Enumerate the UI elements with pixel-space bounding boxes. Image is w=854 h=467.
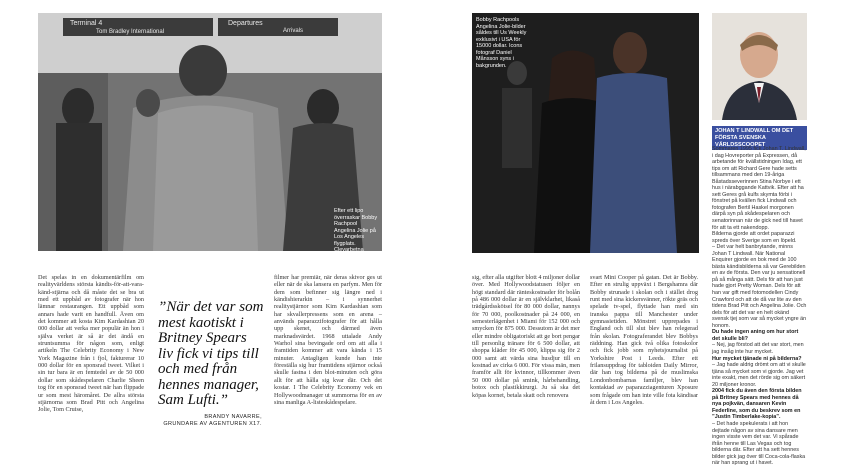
photo-airport <box>38 13 382 273</box>
pull-quote-byline <box>158 414 262 428</box>
sidebar-question: 2004 fick du även den första bilden på Britney Spears med hennes då nya pojkvän, dansaren Kevin Federline, som du beskrev som en ”Justin Timberlake-kopia”. <box>712 388 802 421</box>
sidebar-question: Hur mycket tjänade ni på bilderna? <box>712 355 802 362</box>
sidebar-paragraph: Bilderna gjorde att ordet paparazzi spreds över Sverige som en löpeld. <box>712 231 797 244</box>
photo-celebrity <box>472 13 699 253</box>
photo-right-caption: Bobby Rachpools Angelina Jolie-bilder såldes till Us Weekly exklusivt i USA för 15000 dollar. Icons fotograf Daniel Månsson syns i bakgrunden. <box>476 17 527 69</box>
sidebar-paragraph: – Det hade spekulerats i att hon dejtade någon av sina dansare men ingen visste vem det var. Vi spårade ifrån henne till Las Vegas och tog bilderna där. Efter att ha sett hennes bilder gick jag över till Coca-cola-flaska när han sprang ut i havet. <box>712 420 806 467</box>
article-column-4 <box>472 274 580 438</box>
sidebar-heading: JOHAN T LINDWALL OM DET FÖRSTA SVENSKA VÄRLDSSCOOPET <box>712 126 807 150</box>
portrait-image <box>712 13 807 120</box>
sign-text-terminal: Terminal 4 <box>70 20 103 27</box>
byline-name: BRANDY NAVARRE, <box>204 414 262 420</box>
article-paragraph: Det spelas in en dokumentärfilm om realityvärldens största kändis-för-att-vara-känd-stjärna och då måste det se bra ut med ett uppbåd av fotografer när hon lämnar restaurangen. Ett uppbåd som annars hade varit en handfull. Även om det kommer att kosta Kim Kardashian 20 000 dollar att verka mer populär än hon i själva verket är så är det ändå en struntsumma för någon som, enligt artikeln The Celebrity Economy i New York Magazine från i fjol, fakturerar 10 000 dollar för en sponsrad tweet. Vilket i sin tur bara är en femtedel av de 50 000 dollar som skådespelaren Charlie Sheen tog för en sponsrad tweet när han flippade ur som mest häromåret. De allra största stjärnorna som Brad Pitt och Angelina Jolie, Tom Cruise, <box>38 274 144 414</box>
sidebar-paragraph: – Det var helt banbrytande, minns Johan T Lindwall. När National Enquirer gjorde en bok med de 100 bästa kändisbilderna så var Gerebilden en av de första. Den var ju sensationell på så många sätt. Dels för att han just hade gjort Pretty Woman. Dels för att han var gift med fotomodellen Cindy Crawford och att de då var lite av den tidens Brad Pitt och Angelina Jolie. Och dels för att det var en helt okänd svensk tjej som var så mycket yngre än honom. <box>712 244 807 329</box>
sign-text-departures: Departures <box>228 20 263 27</box>
airport-scene-image <box>38 13 382 251</box>
sidebar-paragraph: – Jag hade aldrig drömt om att vi skulle tjäna så mycket som vi gjorde. Jag vet inte exakt, men det rörde sig om säkert 20 miljoner kronor. <box>712 362 806 388</box>
sign-text-international: Tom Bradley International <box>96 29 165 35</box>
article-paragraph: sig, efter alla utgifter blott 4 miljoner dollar över. Med Hollywoodstatusen följer en högt standard där ränteskostnader för bolån på 486 000 dollar är en självklarhet, likaså trädgårdsskötsel för 80 000 dollar, nannys för 70 000, poolkostnader på 24 000, en semesterlägenhet i Miami för 152 000 och smycken för 875 000. Dessutom är det mer eller mindre obligatoriskt att ge bort pengar till personlig tränare för 6 500 dollar, att shoppa kläder för 45 000, klippa sig för 2 000 samt att värda sina husdjur till en kostnad av cirka 6 000. För vissa män, men framför allt för kvinnor, tillkommer även 50 000 dollar på smink, hårbehandling, botox och plastikkirurgi. Ju så ska det köpas kornet, betala skatt och renovera <box>472 274 580 399</box>
sidebar-question: Du hade ingen aning om hur stort det skulle bli? <box>712 329 799 342</box>
article-column-3 <box>274 274 382 438</box>
pull-quote: ”När det var som mest kaotiskt i Britney Spears liv fick vi tips till och med från hennes manager, Sam Lufti.” <box>158 299 264 408</box>
sidebar-paragraph: Sommaren 1995 fick Johan T. Lindwall, i dag Hovreporter på Expressen, då arbetande för kvällstidningen Idag, ett tips om att Richard Gere hade setts tillsammans med den 19-åriga Båstadsseverinnen Stina Norbye i ett hus i närabggande Kattvik. Efter att ha sett Geres grå kulfs skymta förbi i fönstret på kvällen fick Lindwall och fotografen Bertil Haskel morgonen därpå syn på skådespelaren och senatorinnan när de gick ned till havet för att ta ett nakendopp. <box>712 146 806 231</box>
portrait-johan-lindwall <box>712 13 807 120</box>
sidebar-body <box>712 146 807 467</box>
byline-title: GRUNDARE AV AGENTUREN X17. <box>163 421 262 427</box>
sign-text-arrivals: Arrivals <box>283 28 304 34</box>
article-column-1 <box>38 274 144 438</box>
sidebar-paragraph: – Nej, jag förstod att det var stort, men jag insåg inte hur mycket. <box>712 342 804 355</box>
article-paragraph: svart Mini Cooper på gatan. Det är Bobby. Efter en strulig uppväxt i Bergshamra där Bobby strunade i skolan och i stället drog runt med sina kickersvänner, rökte gräs och spelade tv-spel, flyttade han med sin iranska pappa till Manchester under gymnasietiden. Mönstret upprepades i England och till slut blev han relegerad från skolan. Fotograferandet blev Bobbys räddning. Han gick två olika fotoskolor och fick jobb som nyhetsjournalist på Yorkshire Post i Leeds. Efter ett frilansuppdrag för tabloiden Daily Mirror, där han tog bilderna på de muslimska Londonbombarnas familjer, blev han kontaktad av paparazziagenturen Xposure som frågade om han inte ville fota kändisar åt dem i Los Angeles. <box>590 274 698 406</box>
article-column-5 <box>590 274 698 438</box>
photo-left-caption: Efter ett lipo överraskar Bobby Rachpool Angelina Jolie på Los Angeles flygplats. Clevarbetna mellan bort Bobby, men han får sina bilder. <box>334 208 378 273</box>
article-paragraph: filmer har premiär, när deras skivor ges ut eller när de ska lansera en parfym. Men för dem som befinner sig längre ned i kändishierarkin – i synnerhet realitystjärnor som Kim Kardashian som har skvallerpressens som en arena – används paparazzifotografer för att hålla upp skenet, och därmed även marknadsvärdet. 1968 uttalade Andy Warhol sina bevingade ord om att alla i framtiden kommer att vara kända i 15 minuter. Antagligen kunde han inte föreställa sig hur framtidens stjärnor också skulle fastna i den blot-minuten och göra allt för att hålla sig kvar där. Och det kostar. I The Celebrity Economy vek en Hollywoodmanager ut summorna för en av sina manliga A-listeskådespelare. <box>274 274 382 406</box>
